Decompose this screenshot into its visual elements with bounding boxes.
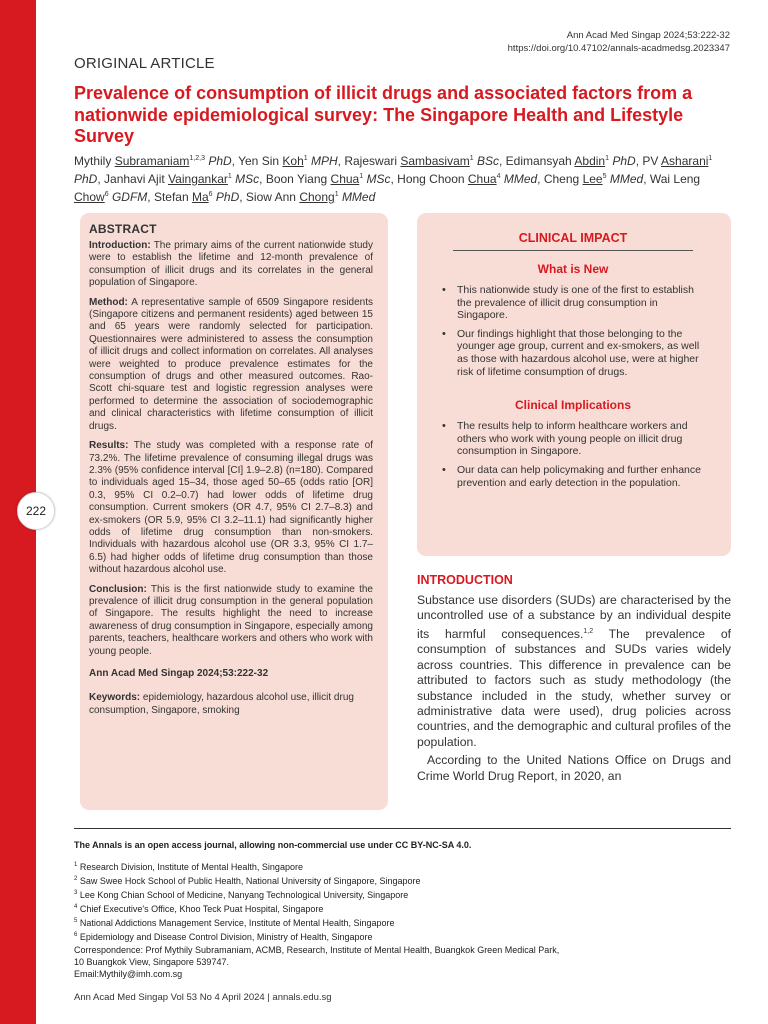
list-item: • Our findings highlight that those belonging to the younger age group, current and ex-smokers, as well as those with hazardous alcohol use, were at higher risk of lifetime consumption of drugs. [457, 328, 709, 378]
license-notice: The Annals is an open access journal, allowing non-commercial use under CC BY-NC-SA 4.0. [74, 840, 472, 850]
clinical-implications-heading: Clinical Implications [514, 398, 632, 413]
article-type-label: ORIGINAL ARTICLE [74, 55, 215, 72]
clinical-impact-heading: CLINICAL IMPACT [518, 231, 628, 245]
author: Edimansyah Abdin$^1$ PhD, [505, 154, 643, 168]
author: Mythily Subramaniam$^{1,2,3}$ PhD, [74, 154, 239, 168]
introduction-heading: INTRODUCTION [417, 573, 513, 587]
author: PV Asharani$^1$ PhD, [74, 154, 713, 186]
heading-divider [453, 250, 693, 251]
introduction-body [417, 593, 731, 787]
correspondence-line: 10 Buangkok View, Singapore 539747. [74, 956, 229, 967]
abstract-citation: Ann Acad Med Singap 2024;53:222-32 [89, 668, 269, 679]
list-item: • This nationwide study is one of the first to establish the prevalence of illicit drug consumption in Singapore. [457, 284, 709, 322]
affiliation-item: $^3$ Lee Kong Chian School of Medicine, Nanyang Technological University, Singapore [74, 890, 409, 901]
abstract-introduction: Introduction: The primary aims of the current nationwide study were to establish the lifetime and 12-month prevalence of consumption of illicit drugs and its correlates in the general population of Singapore. [89, 240, 373, 289]
author: Yen Sin Koh$^1$ MPH, [238, 154, 345, 168]
abstract-results: Results: The study was completed with a response rate of 73.2%. The lifetime prevalence of consuming illegal drugs was 2.3% (95% confidence interval [CI] 1.9–2.8) (n=180). Compared to individuals aged 15–34, those aged 50–65 (odds ratio [OR] 0.3, 95% CI 0.2–0.7) had lower odds of lifetime drug consumption. Current smokers (OR 4.7, 95% CI 2.7–8.3) and ex-smokers (OR 5.9, 95% CI 3.2–11.1) had significantly higher odds of lifetime drug consumption than non-smokers. Individuals with hazardous alcohol use (OR 3.3, 95% CI 1.7–6.5) had higher odds of lifetime drug consumption than those without hazardous alcohol use. [89, 440, 373, 576]
author: Wai Leng Chow$^6$ GDFM, [74, 172, 701, 204]
paragraph: Substance use disorders (SUDs) are characterised by the uncontrolled use of a substance by an individual despite its harmful consequences.$^{1,2}$ The prevalence of consumption of substances and SUDs varies widely across countries. This difference in prevalence can be attributed to factors such as study methodology (the substance included in the study, whether survey or administrative data were used), drug policies across countries, and the demographic and cultural profiles of the population. [417, 593, 731, 749]
author: Rajeswari Sambasivam$^1$ BSc, [344, 154, 506, 168]
affiliation-item: $^4$ Chief Executive's Office, Khoo Teck Puat Hospital, Singapore [74, 904, 324, 915]
clinical-impact-box [417, 213, 731, 556]
abstract-conclusion: Conclusion: This is the first nationwide study to examine the prevalence of illicit drug consumption in the general population of Singapore. The results highlight the need to increase awareness of drug consumption in Singapore, especially among parents, teachers, healthcare workers and others who work with young people. [89, 583, 373, 657]
footnote-divider [74, 828, 731, 829]
author: Siow Ann Chong$^1$ MMed [245, 190, 376, 204]
correspondence-email[interactable]: Email:Mythily@imh.com.sg [74, 968, 183, 979]
page-number-badge [17, 492, 55, 530]
page-footer: Ann Acad Med Singap Vol 53 No 4 April 2024 | annals.edu.sg [74, 992, 332, 1003]
what-is-new-heading: What is New [537, 262, 609, 276]
affiliation-item: $^5$ National Addictions Management Service, Institute of Mental Health, Singapore [74, 918, 395, 929]
author-list [74, 151, 734, 205]
author: Cheng Lee$^5$ MMed, [543, 172, 650, 186]
author: Boon Yiang Chua$^1$ MSc, [265, 172, 398, 186]
list-item: • The results help to inform healthcare workers and others who work with young people on illicit drug consumption in Singapore. [457, 420, 709, 458]
list-item: • Our data can help policymaking and further enhance prevention and early detection in the population. [457, 464, 709, 489]
affiliation-item: $^1$ Research Division, Institute of Mental Health, Singapore [74, 862, 303, 872]
correspondence-line: Correspondence: Prof Mythily Subramaniam, ACMB, Research, Institute of Mental Health, Buangkok Green Medical Park, [74, 944, 560, 955]
article-title: Prevalence of consumption of illicit drugs and associated factors from a nationwide epidemiological survey: The Singapore Health and Lifestyle Survey [74, 83, 693, 146]
page-number: 222 [25, 504, 47, 518]
affiliation-item: $^2$ Saw Swee Hock School of Public Health, National University of Singapore, Singapore [74, 876, 421, 887]
abstract-heading: ABSTRACT [89, 222, 157, 236]
paragraph: According to the United Nations Office on Drugs and Crime World Drug Report, in 2020, an [417, 753, 731, 783]
author: Stefan Ma$^6$ PhD, [153, 190, 246, 204]
author: Hong Choon Chua$^4$ MMed, [397, 172, 544, 186]
abstract-keywords: Keywords: epidemiology, hazardous alcohol use, illicit drug consumption, Singapore, smoking [89, 692, 354, 716]
affiliation-item: $^6$ Epidemiology and Disease Control Division, Ministry of Health, Singapore [74, 932, 373, 943]
what-is-new-list [437, 284, 709, 378]
clinical-implications-list [437, 420, 709, 489]
author: Janhavi Ajit Vaingankar$^1$ MSc, [104, 172, 266, 186]
doi-link[interactable]: https://doi.org/10.47102/annals-acadmedsg.2023347 [507, 43, 730, 54]
abstract-method: Method: A representative sample of 6509 Singapore residents (Singapore citizens and permanent residents) aged between 15 and 65 years were randomly selected for participation. Questionnaires were administered to assess the consumption of illicit drugs and collect information on correlates. All analyses were weighted to produce prevalence estimates for the consumption of drugs and other measured outcomes. Rao-Scott chi-square test and logistic regression analyses were performed to determine the association of sociodemographic and clinical characteristics with lifetime consumption of illicit drugs. [89, 296, 373, 432]
affiliations [74, 859, 734, 980]
abstract-box [80, 213, 388, 810]
journal-citation-header [508, 29, 730, 55]
citation-line: Ann Acad Med Singap 2024;53:222-32 [566, 30, 730, 41]
reference-marker[interactable]: 1,2 [583, 627, 594, 635]
